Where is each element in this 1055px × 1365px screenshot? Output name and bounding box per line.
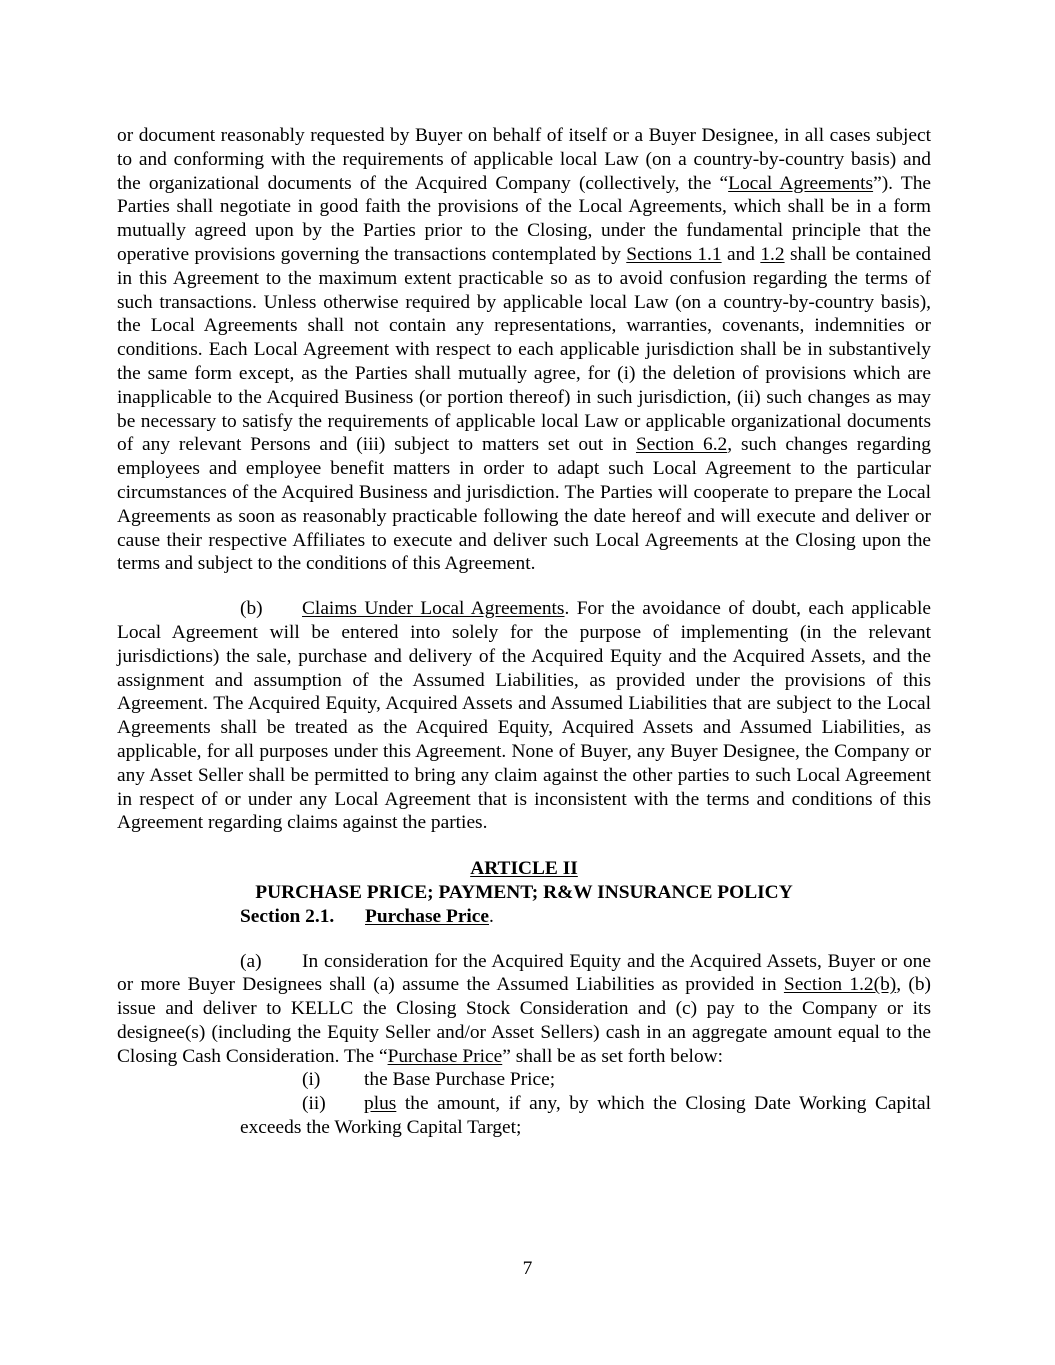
article-heading xyxy=(117,857,931,905)
article-title: PURCHASE PRICE; PAYMENT; R&W INSURANCE POLICY xyxy=(255,881,793,903)
text-run: and xyxy=(721,243,761,265)
purchase-price-paragraph xyxy=(117,950,931,1069)
text-run: shall be contained in this Agreement to the maximum extent practicable so as to avoid confusion regarding the terms of such transactions. Unless otherwise required by applicable local Law (on a country-by-country basis), the Local Agreements shall not contain any representations, warranties, covenants, indemnities or conditions. Each Local Agreement with respect to each applicable jurisdiction shall be in substantively the same form except, as the Parties shall mutually agree, for (i) the deletion of provisions which are inapplicable to the Acquired Business (or portion thereof) in such jurisdiction, (ii) such changes as may be necessary to satisfy the requirements of applicable local Law or applicable organizational documents of any relevant Persons and (iii) subject to matters set out in xyxy=(117,243,931,456)
text-run: ” shall be as set forth below: xyxy=(502,1045,724,1067)
clause-number: (b) xyxy=(240,598,263,620)
section-title: Purchase Price xyxy=(365,905,490,927)
section-reference-1-1[interactable]: Sections 1.1 xyxy=(626,243,722,265)
defined-term-local-agreements: Local Agreements xyxy=(728,172,874,194)
page-number: 7 xyxy=(522,1258,533,1279)
article-number: ARTICLE II xyxy=(470,858,578,880)
text-run: or document reasonably requested by Buyer on behalf of itself or a Buyer Designee, in all cases subject to and conforming with the requirements of applicable local Law (on a country-by-country basis) and the organizational documents of the Acquired Company (collectively, the “ xyxy=(117,125,931,194)
clause-number: (a) xyxy=(240,950,262,972)
local-agreements-paragraph xyxy=(117,124,931,576)
list-item xyxy=(117,1092,931,1140)
claims-under-local-agreements-paragraph xyxy=(117,597,931,835)
section-number: Section 2.1. xyxy=(240,905,335,927)
section-reference-6-2[interactable]: Section 6.2 xyxy=(635,434,728,456)
text-run: . xyxy=(489,905,494,927)
section-reference-1-2b[interactable]: Section 1.2(b) xyxy=(783,974,897,996)
item-number: (i) xyxy=(302,1069,321,1091)
section-heading xyxy=(117,905,931,929)
item-text: the Base Purchase Price; xyxy=(364,1069,556,1091)
text-run: ”). The Parties shall negotiate in good faith the provisions of the Local Agreements, which shall be in a form mutually agreed upon by the Parties prior to the Closing, under the fundamental principle that the operative provisions governing the transactions contemplated by xyxy=(117,172,931,265)
clause-heading: Claims Under Local Agreements xyxy=(302,598,565,620)
item-text: the amount, if any, by which the Closing Date Working Capital exceeds the Working Capital Target; xyxy=(240,1093,931,1139)
text-run: , (b) issue and deliver to KELLC the Closing Stock Consideration and (c) pay to the Company or its designee(s) (including the Equity Seller and/or Asset Sellers) cash in an aggregate amount equal to the Closing Cash Consideration. The “ xyxy=(117,974,932,1067)
item-number: (ii) xyxy=(302,1093,326,1115)
list-item xyxy=(117,1068,931,1092)
text-run: , such changes regarding employees and employee benefit matters in order to adapt such Local Agreement to the particular circumstances of the Acquired Business and jurisdiction. The Parties will cooperate to prepare the Local Agreements as soon as reasonably practicable following the date hereof and will execute and deliver or cause their respective Affiliates to execute and deliver such Local Agreements at the Closing upon the terms and subject to the conditions of this Agreement. xyxy=(117,434,932,575)
document-page xyxy=(117,124,931,1140)
text-run: . For the avoidance of doubt, each applicable Local Agreement will be entered into solely for the purpose of implementing (in the relevant jurisdictions) the sale, purchase and delivery of the Acquired Equity and the Acquired Assets, and the assignment and assumption of the Assumed Liabilities, as provided under the provisions of this Agreement. The Acquired Equity, Acquired Assets and Assumed Liabilities that are subject to the Local Agreements shall be treated as the Acquired Equity, Acquired Assets and Assumed Liabilities, as applicable, for all purposes under this Agreement. None of Buyer, any Buyer Designee, the Company or any Asset Seller shall be permitted to bring any claim against the other parties to such Local Agreement in respect of or under any Local Agreement that is inconsistent with the terms and conditions of this Agreement regarding claims against the parties. xyxy=(117,598,931,834)
section-reference-1-2[interactable]: 1.2 xyxy=(760,243,785,265)
text-run: In consideration for the Acquired Equity and the Acquired Assets, Buyer or one or more Buyer Designees shall (a) assume the Assumed Liabilities as provided in xyxy=(117,950,931,996)
defined-term-purchase-price: Purchase Price xyxy=(387,1045,503,1067)
item-keyword: plus xyxy=(364,1093,397,1115)
